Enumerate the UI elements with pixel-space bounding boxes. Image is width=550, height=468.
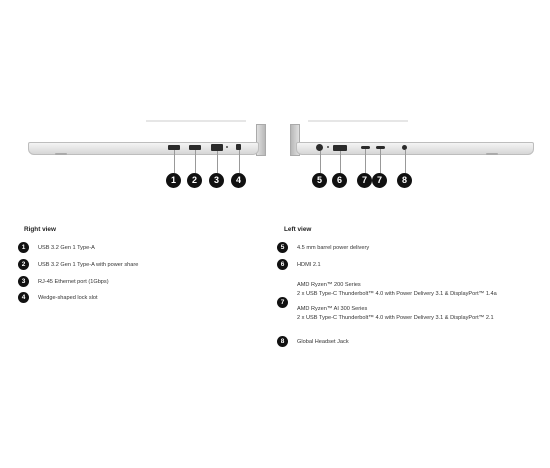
legend-item — [18, 276, 109, 287]
legend-number: 1 — [18, 242, 29, 253]
legend-number: 5 — [277, 242, 288, 253]
legend-label: USB 3.2 Gen 1 Type-A with power share — [38, 261, 139, 268]
legend-number: 3 — [18, 276, 29, 287]
legend-label: RJ-45 Ethernet port (1Gbps) — [38, 278, 109, 285]
callout-8: 8 — [397, 173, 412, 188]
legend-line: AMD Ryzen™ 200 Series — [297, 282, 361, 288]
legend-number: 4 — [18, 292, 29, 303]
legend-label: USB 3.2 Gen 1 Type-A — [38, 244, 95, 251]
callout-7a: 7 — [357, 173, 372, 188]
legend-line: AMD Ryzen™ AI 300 Series — [297, 306, 368, 312]
callout-3: 3 — [209, 173, 224, 188]
legend-item — [277, 336, 349, 347]
right-view-title: Right view — [24, 226, 56, 233]
legend-item — [18, 259, 138, 270]
barrel-port — [316, 144, 323, 151]
legend-label: Global Headset Jack — [297, 338, 349, 345]
callout-6: 6 — [332, 173, 347, 188]
legend-label-multiline — [297, 281, 497, 323]
callout-7b: 7 — [372, 173, 387, 188]
ethernet-port — [211, 144, 223, 151]
legend-item — [277, 297, 288, 308]
legend-line: 2 x USB Type-C Thunderbolt™ 4.0 with Power Delivery 3.1 & DisplayPort™ 1.4a — [297, 291, 497, 297]
legend-item — [277, 242, 369, 253]
legend-number: 8 — [277, 336, 288, 347]
callout-4: 4 — [231, 173, 246, 188]
legend-label: 4.5 mm barrel power delivery — [297, 244, 370, 251]
legend-number: 7 — [277, 297, 288, 308]
legend-item — [18, 292, 98, 303]
left-view-title: Left view — [284, 226, 312, 233]
legend-item — [18, 242, 95, 253]
callout-2: 2 — [187, 173, 202, 188]
callout-5: 5 — [312, 173, 327, 188]
legend-label: Wedge-shaped lock slot — [38, 294, 98, 301]
legend-line: 2 x USB Type-C Thunderbolt™ 4.0 with Power Delivery 3.1 & DisplayPort™ 2.1 — [297, 315, 494, 321]
legend-item — [277, 259, 321, 270]
legend-number: 2 — [18, 259, 29, 270]
legend-number: 6 — [277, 259, 288, 270]
legend-label: HDMI 2.1 — [297, 261, 321, 268]
callout-1: 1 — [166, 173, 181, 188]
